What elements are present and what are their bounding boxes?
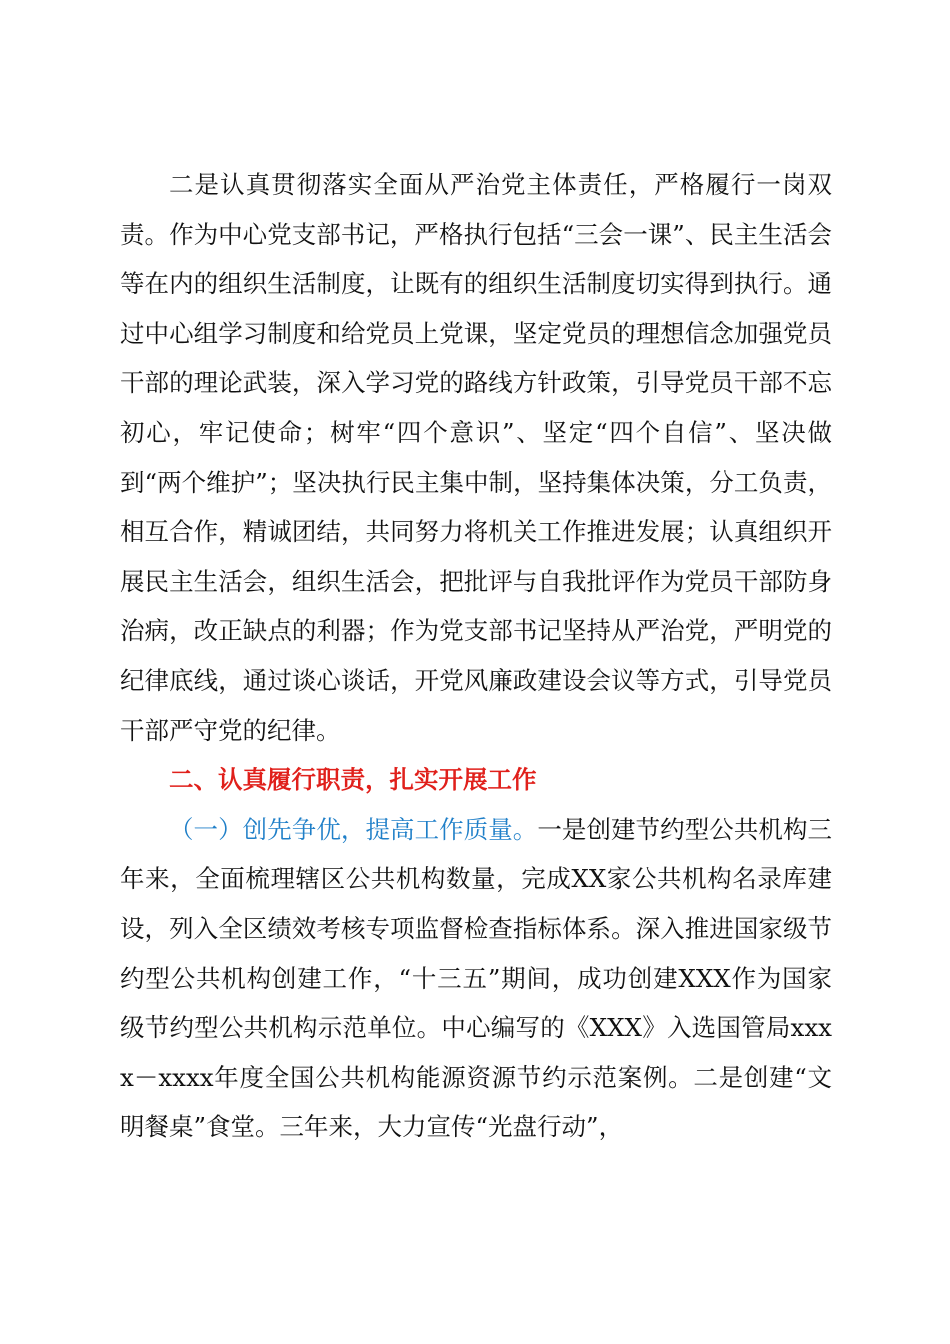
body-paragraph: 二是认真贯彻落实全面从严治党主体责任，严格履行一岗双责。作为中心党支部书记，严格执行包括“三会一课”、民主生活会等在内的组织生活制度，让既有的组织生活制度切实得到执行。通过中心组学习制度和给党员上党课，坚定党员的理想信念加强党员干部的理论武装，深入学习党的路线方针政策，引导党员干部不忘初心，牢记使命；树牢“四个意识”、坚定“四个自信”、坚决做到“两个维护”；坚决执行民主集中制，坚持集体决策，分工负责，相互合作，精诚团结，共同努力将机关工作推进发展；认真组织开展民主生活会，组织生活会，把批评与自我批评作为党员干部防身治病，改正缺点的利器；作为党支部书记坚持从严治党，严明党的纪律底线，通过谈心谈话，开党风廉政建设会议等方式，引导党员干部严守党的纪律。 [120, 170, 832, 745]
paragraph-text: 一是创建节约型公共机构三年来，全面梳理辖区公共机构数量，完成XX家公共机构名录库建设，列入全区绩效考核专项监督检查指标体系。深入推进国家级节约型公共机构创建工作，“十三五”期间，成功创建XXX作为国家级节约型公共机构示范单位。中心编写的《XXX》入选国管局xxxx－xxxx年度全国公共机构能源资源节约示范案例。二是创建“文明餐桌”食堂。三年来，大力宣传“光盘行动”， [120, 814, 833, 1142]
document-body [120, 160, 832, 1152]
section-heading: 二、认真履行职责，扎实开展工作 [169, 765, 537, 795]
sub-heading: （一）创先争优，提高工作质量。 [169, 814, 538, 844]
body-paragraph [120, 805, 832, 1152]
